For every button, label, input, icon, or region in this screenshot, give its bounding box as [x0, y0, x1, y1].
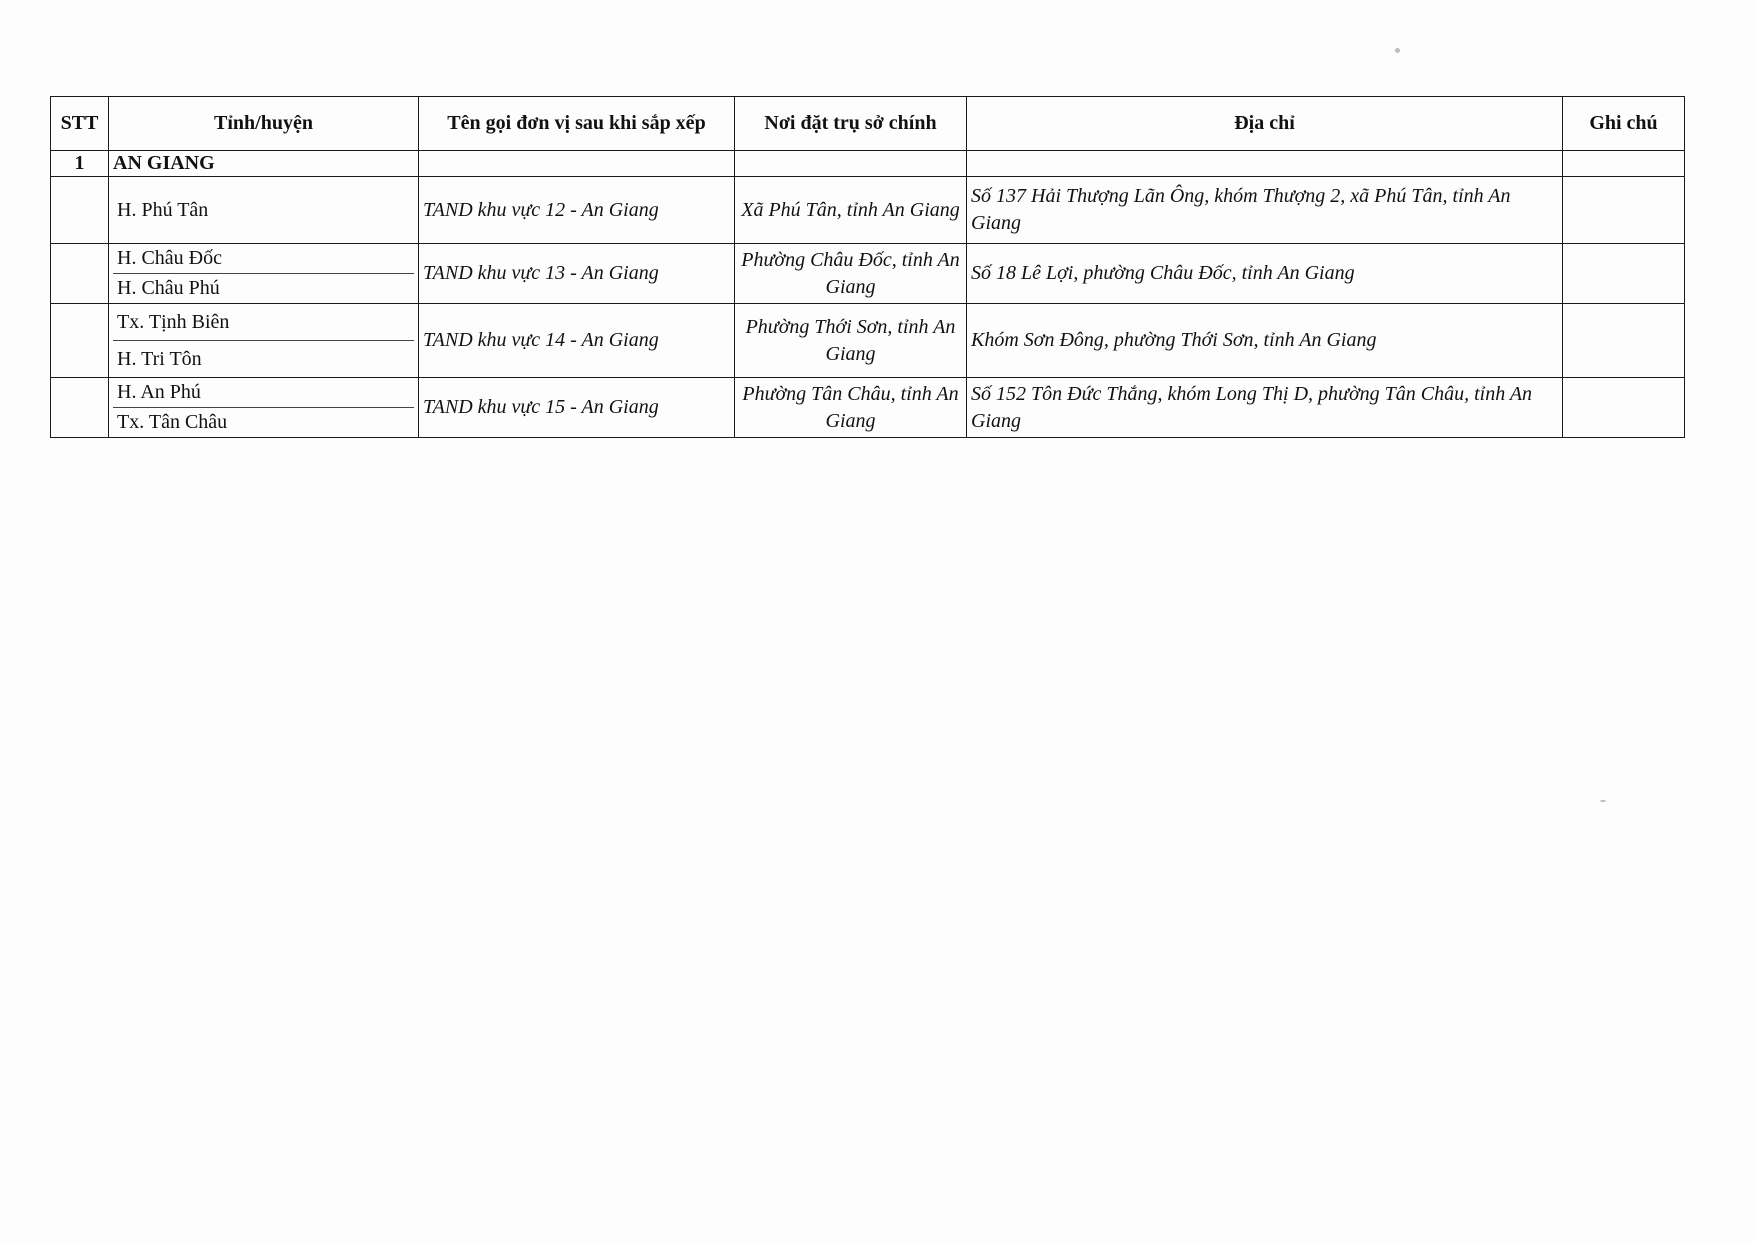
stt-cell — [51, 177, 109, 244]
group-empty-cell — [967, 151, 1563, 177]
note-cell — [1563, 304, 1685, 378]
stt-cell — [51, 244, 109, 304]
seat-cell: Phường Thới Sơn, tỉnh An Giang — [735, 304, 967, 378]
seat-cell: Xã Phú Tân, tỉnh An Giang — [735, 177, 967, 244]
unit-name-cell: TAND khu vực 14 - An Giang — [419, 304, 735, 378]
unit-name-cell: TAND khu vực 15 - An Giang — [419, 378, 735, 438]
header-district: Tỉnh/huyện — [109, 97, 419, 151]
district-name: Tx. Tịnh Biên — [117, 311, 230, 333]
group-empty-cell — [419, 151, 735, 177]
unit-name-cell: TAND khu vực 13 - An Giang — [419, 244, 735, 304]
seat-cell: Phường Châu Đốc, tỉnh An Giang — [735, 244, 967, 304]
note-cell — [1563, 244, 1685, 304]
address-cell: Số 18 Lê Lợi, phường Châu Đốc, tỉnh An Giang — [967, 244, 1563, 304]
district-cell — [109, 177, 419, 244]
group-empty-cell — [1563, 151, 1685, 177]
table-row — [51, 378, 1685, 438]
scan-speck — [1600, 800, 1606, 802]
note-cell — [1563, 177, 1685, 244]
header-row — [51, 97, 1685, 151]
address-cell: Số 152 Tôn Đức Thắng, khóm Long Thị D, phường Tân Châu, tỉnh An Giang — [967, 378, 1563, 438]
address-cell: Khóm Sơn Đông, phường Thới Sơn, tỉnh An Giang — [967, 304, 1563, 378]
table-row — [51, 244, 1685, 304]
table-row — [51, 177, 1685, 244]
header-note: Ghi chú — [1563, 97, 1685, 151]
district-cell — [109, 378, 419, 438]
address-cell: Số 137 Hải Thượng Lãn Ông, khóm Thượng 2, xã Phú Tân, tỉnh An Giang — [967, 177, 1563, 244]
stt-cell — [51, 304, 109, 378]
unit-name-cell: TAND khu vực 12 - An Giang — [419, 177, 735, 244]
note-cell — [1563, 378, 1685, 438]
district-cell — [109, 304, 419, 378]
header-seat: Nơi đặt trụ sở chính — [735, 97, 967, 151]
province-group-row — [51, 151, 1685, 177]
stt-cell — [51, 378, 109, 438]
header-address: Địa chỉ — [967, 97, 1563, 151]
group-province: AN GIANG — [109, 151, 419, 177]
district-name: H. Châu Phú — [113, 273, 414, 303]
header-stt: STT — [51, 97, 109, 151]
group-empty-cell — [735, 151, 967, 177]
header-unit-name: Tên gọi đơn vị sau khi sắp xếp — [419, 97, 735, 151]
group-stt: 1 — [51, 151, 109, 177]
district-name: H. An Phú — [117, 381, 201, 403]
table-row — [51, 304, 1685, 378]
district-name: Tx. Tân Châu — [113, 407, 414, 437]
seat-cell: Phường Tân Châu, tỉnh An Giang — [735, 378, 967, 438]
court-reorganization-table — [50, 96, 1685, 438]
scan-speck — [1395, 48, 1400, 53]
district-name: H. Châu Đốc — [117, 247, 222, 269]
district-name: H. Phú Tân — [117, 198, 209, 221]
district-name: H. Tri Tôn — [113, 340, 414, 377]
district-cell — [109, 244, 419, 304]
